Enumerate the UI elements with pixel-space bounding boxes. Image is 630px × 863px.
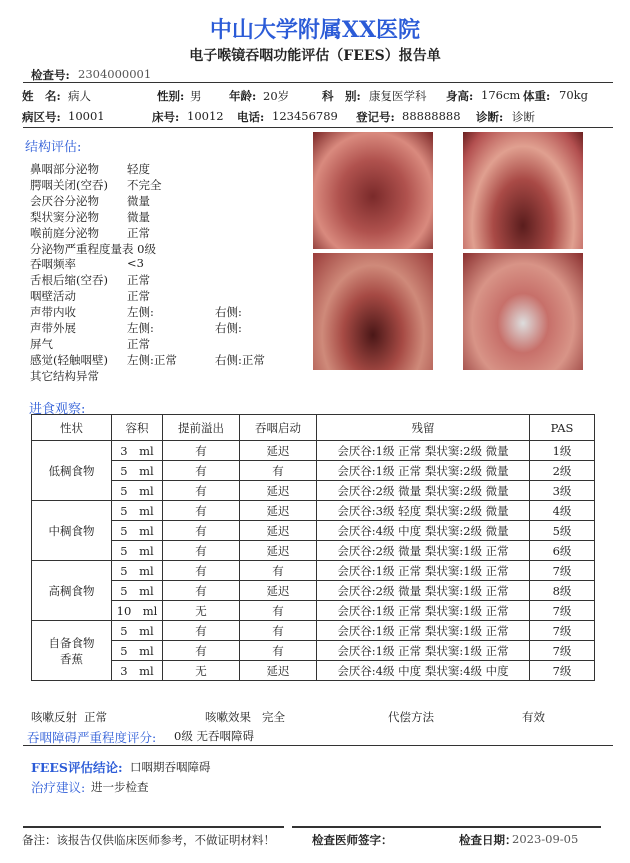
structure-item-right: 右侧: [215,305,242,320]
pas-cell: 7级 [530,661,595,681]
volume-cell: 5 ml [112,521,163,541]
patient-reg: 88888888 [402,109,461,123]
structure-item-value: 正常 [127,273,150,288]
info-rule [23,127,613,128]
weight-label: 体重: [523,89,551,103]
pas-cell: 5级 [530,521,595,541]
endoscopy-image-3 [313,253,433,370]
structure-item-label: 腭咽关闭(空吞) [30,177,108,192]
structure-item-value: 正常 [127,289,150,304]
table-row [32,501,595,521]
structure-item-label: 声带内收 [30,305,76,320]
residue-cell: 会厌谷:2级 微量 梨状窦:2级 微量 [317,481,530,501]
table-row [32,661,595,681]
structure-item-value: 轻度 [127,162,150,176]
spill-cell: 有 [163,641,240,661]
texture-cell [32,501,112,561]
col-header-residue: 残留 [317,415,530,441]
severity-rule [23,745,613,746]
texture-cell [32,441,112,501]
structure-item-value: 正常 [127,336,150,351]
cough-reflex-value: 正常 [84,710,107,724]
texture-name: 高稠食物 [48,583,95,598]
exam-no: 2304000001 [78,67,152,81]
reg-label: 登记号: [356,110,395,124]
conclusion-value: 口咽期吞咽障碍 [130,760,211,774]
spill-cell: 有 [163,441,240,461]
texture-cell [32,621,112,681]
structure-item-value: 左侧:正常 [127,352,177,367]
structure-item-label: 屏气 [30,336,53,351]
col-header-pas: PAS [530,415,595,441]
spill-cell: 有 [163,521,240,541]
table-row [32,481,595,501]
structure-item-value: 不完全 [127,177,162,192]
table-row [32,581,595,601]
structure-item-label: 吞咽频率 [30,257,76,272]
structure-item-label: 声带外展 [30,321,76,335]
conclusion-label: FEES评估结论: [31,760,123,775]
table-row [32,461,595,481]
structure-item-label: 分泌物严重程度量表 0级 [30,241,156,256]
swallow-start-cell: 有 [240,461,317,481]
pas-cell: 7级 [530,621,595,641]
texture-name: 中稠食物 [48,523,95,538]
pas-cell: 4级 [530,501,595,521]
doctor-sign-label: 检查医师签字： [312,833,393,847]
compensate-value: 有效 [522,710,545,724]
structure-item-value: 左侧: [127,305,154,320]
swallow-start-cell: 延迟 [240,501,317,521]
report-title: 电子喉镜吞咽功能评估（FEES）报告单 [189,48,441,64]
structure-item-label: 感觉(轻触咽壁) [30,352,108,367]
table-row [32,621,595,641]
volume-cell: 5 ml [112,481,163,501]
spill-cell: 有 [163,621,240,641]
footer-rule-left [23,826,284,828]
structure-item-right: 右侧:正常 [215,352,265,367]
swallow-start-cell: 有 [240,601,317,621]
advice-label: 治疗建议: [31,780,86,795]
swallow-start-cell: 有 [240,621,317,641]
exam-date: 2023-09-05 [512,832,579,846]
texture-name: 低稠食物 [48,463,95,478]
residue-cell: 会厌谷:1级 正常 梨状窦:2级 微量 [317,461,530,481]
pas-cell: 7级 [530,601,595,621]
patient-weight: 70kg [559,88,588,102]
exam-no-label: 检查号: [31,68,70,82]
header-rule [23,82,613,83]
pas-cell: 2级 [530,461,595,481]
structure-item-label: 咽壁活动 [30,289,76,304]
endoscopy-image-2 [463,132,583,249]
name-label: 姓 名: [22,89,61,103]
structure-item-value: <3 [127,256,144,271]
swallow-start-cell: 延迟 [240,481,317,501]
volume-cell: 5 ml [112,561,163,581]
patient-dept: 康复医学科 [369,89,427,103]
structure-title: 结构评估: [25,140,82,155]
spill-cell: 无 [163,601,240,621]
cough-reflex-label: 咳嗽反射 [31,710,77,724]
pas-cell: 7级 [530,641,595,661]
dept-label: 科 别: [322,89,361,103]
spill-cell: 无 [163,661,240,681]
feeding-table [31,414,595,681]
table-row [32,521,595,541]
residue-cell: 会厌谷:4级 中度 梨状窦:2级 微量 [317,521,530,541]
structure-item-label: 喉前庭分泌物 [30,225,99,240]
patient-phone: 123456789 [272,109,338,123]
swallow-start-cell: 延迟 [240,581,317,601]
structure-item-label: 会厌谷分泌物 [30,193,99,208]
patient-name: 病人 [68,89,91,103]
spill-cell: 有 [163,501,240,521]
volume-cell: 5 ml [112,641,163,661]
bed-label: 床号: [152,110,180,124]
volume-cell: 5 ml [112,621,163,641]
hospital-name: 中山大学附属XX医院 [209,17,421,43]
patient-sex: 男 [190,89,202,103]
table-row [32,641,595,661]
ward-label: 病区号: [22,110,61,124]
pas-cell: 8级 [530,581,595,601]
pas-cell: 3级 [530,481,595,501]
pas-cell: 1级 [530,441,595,461]
volume-cell: 10 ml [112,601,163,621]
sex-label: 性别: [157,89,185,103]
cough-effect-label: 咳嗽效果 [205,710,251,724]
severity-label: 吞咽障碍严重程度评分: [27,730,157,745]
residue-cell: 会厌谷:4级 中度 梨状窦:4级 中度 [317,661,530,681]
footer-rule-right [292,826,601,828]
patient-age: 20岁 [263,89,290,103]
volume-cell: 5 ml [112,501,163,521]
structure-item-value: 左侧: [127,321,154,335]
residue-cell: 会厌谷:1级 正常 梨状窦:2级 微量 [317,441,530,461]
structure-item-label: 舌根后缩(空吞) [30,273,108,288]
residue-cell: 会厌谷:2级 微量 梨状窦:1级 正常 [317,541,530,561]
residue-cell: 会厌谷:2级 微量 梨状窦:1级 正常 [317,581,530,601]
volume-cell: 5 ml [112,581,163,601]
compensate-label: 代偿方法 [388,710,434,724]
residue-cell: 会厌谷:1级 正常 梨状窦:1级 正常 [317,621,530,641]
swallow-start-cell: 延迟 [240,541,317,561]
spill-cell: 有 [163,561,240,581]
swallow-start-cell: 有 [240,641,317,661]
spill-cell: 有 [163,461,240,481]
volume-cell: 3 ml [112,661,163,681]
col-header-spill: 提前溢出 [163,415,240,441]
spill-cell: 有 [163,581,240,601]
volume-cell: 3 ml [112,441,163,461]
volume-cell: 5 ml [112,541,163,561]
structure-item-label: 其它结构异常 [30,368,99,383]
swallow-start-cell: 有 [240,561,317,581]
feeding-table-header [32,415,595,441]
structure-item-value: 微量 [127,193,150,208]
structure-item-value: 正常 [127,225,150,240]
spill-cell: 有 [163,481,240,501]
severity-value: 0级 无吞咽障碍 [174,729,254,743]
advice-value: 进一步检查 [91,780,149,794]
texture-name: 自备食物 [48,635,95,650]
feeding-title: 进食观察: [29,402,86,417]
exam-date-label: 检查日期： [459,833,517,847]
col-header-swallow-start: 吞咽启动 [240,415,317,441]
footer-note: 备注：该报告仅供临床医师参考，不做证明材料！ [22,833,275,847]
patient-diag: 诊断 [512,110,535,124]
swallow-start-cell: 延迟 [240,661,317,681]
diag-label: 诊断: [476,110,504,124]
residue-cell: 会厌谷:1级 正常 梨状窦:1级 正常 [317,601,530,621]
structure-item-label: 梨状窦分泌物 [30,209,99,224]
structure-item-label: 鼻咽部分泌物 [30,162,99,176]
structure-item-right: 右侧: [215,321,242,335]
structure-item-value: 微量 [127,209,150,224]
patient-ward: 10001 [68,109,105,123]
table-row [32,601,595,621]
pas-cell: 7级 [530,561,595,581]
cough-effect-value: 完全 [262,710,285,724]
swallow-start-cell: 延迟 [240,521,317,541]
table-row [32,561,595,581]
volume-cell: 5 ml [112,461,163,481]
height-label: 身高: [446,89,474,103]
swallow-start-cell: 延迟 [240,441,317,461]
residue-cell: 会厌谷:3级 轻度 梨状窦:2级 微量 [317,501,530,521]
spill-cell: 有 [163,541,240,561]
endoscopy-image-4 [463,253,583,370]
phone-label: 电话: [237,110,265,124]
patient-height: 176cm [481,88,521,102]
col-header-texture: 性状 [32,415,112,441]
pas-cell: 6级 [530,541,595,561]
patient-bed: 10012 [187,109,224,123]
table-row [32,441,595,461]
residue-cell: 会厌谷:1级 正常 梨状窦:1级 正常 [317,561,530,581]
texture-cell [32,561,112,621]
texture-subname: 香蕉 [60,651,83,666]
endoscopy-image-1 [313,132,433,249]
table-row [32,541,595,561]
age-label: 年龄: [229,89,257,103]
col-header-volume: 容积 [112,415,163,441]
residue-cell: 会厌谷:1级 正常 梨状窦:1级 正常 [317,641,530,661]
